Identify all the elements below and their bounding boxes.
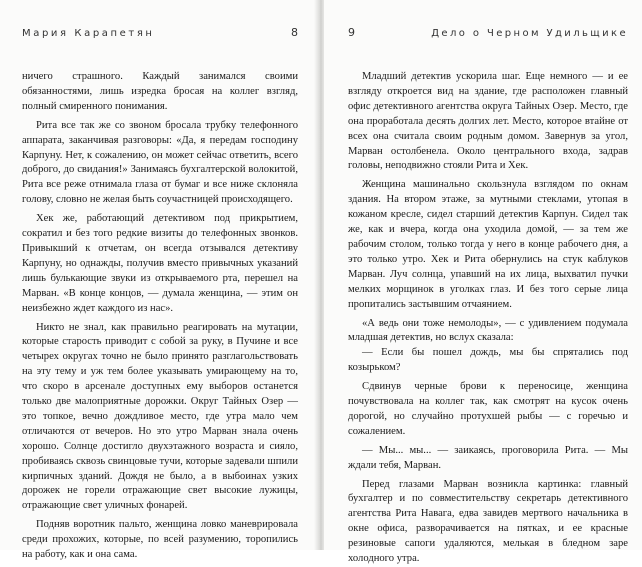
right-page-body: [348, 70, 628, 567]
left-page: [0, 0, 318, 561]
paragraph: — Мы... мы... — заикаясь, проговорила Рита. — Мы ждали тебя, Марван.: [348, 444, 628, 471]
left-page-header: [22, 26, 298, 40]
paragraph: Сдвинув черные брови к переносице, женщина почувствовала на коллег так, как смотрят на кусок очень дорогой, но случайно протухшей рыбы — с горечью и сожалением.: [348, 381, 628, 437]
paragraph: Подняв воротник пальто, женщина ловко маневрировала среди прохожих, которые, по всей разумению, торопились на работу, как и она сама.: [22, 519, 298, 561]
paragraph: Никто не знал, как правильно реагировать на мутации, которые старость приводит с собой за руку, в Пучине и все четырех округах точно не было принято разглагольствовать на эту тему и уж тем более указывать умирающему на то, что скоро в арсенале доступных ему выборов останется только две малоприятные дорожки. Округ Тайных Озер — это топкое, вечно дождливое место, где утра мало чем отличаются от вечеров. Но это утро Марван знала очень хорошо. Солнце достигло двухэтажного возраста и сияло, пробиваясь сквозь свинцовые тучи, которые задевали шпили кирпичных зданий. Дождя не было, а в выбоинах узких дорожек не горели отражающие свет высокие лужицы, отражающие свет уличных фонарей.: [22, 321, 298, 512]
running-head-title: Дело о Черном Удильщике: [431, 28, 628, 39]
paragraph: ничего страшного. Каждый занимался своими обязанностями, лишь изредка бросая на коллег взгляд, полный смиренного понимания.: [22, 71, 298, 112]
right-page-header: [348, 26, 628, 40]
running-head-author: Мария Карапетян: [22, 28, 155, 39]
left-page-body: [22, 70, 298, 563]
paragraph: Женщина машинально скользнула взглядом по окнам здания. На втором этаже, за мутными стеклами, утопая в кожаном кресле, сидел старший детектив Карпун. Сидел так же, как и вчера, когда она уходила домой, — за тем же рабочим столом, только тогда у него в конце рабочего дня, а это только утро. Хек и Рита обернулись на стук каблуков Марван. Луч солнца, упавший на их лица, выхватил пучки мелких морщинок в уголках глаз. И без того серые лица пропитались застывшим отчаянием.: [348, 179, 628, 310]
paragraph: Перед глазами Марван возникла картинка: главный бухгалтер и по совместительству секретарь детективного агентства Рита Навага, едва завидев мертвого начальника в окне офиса, разворачивается на пятках, и ее красные резиновые сапоги удаляются, мелькая в бледном заре холодного утра.: [348, 478, 628, 565]
paragraph: Младший детектив ускорила шаг. Еще немного — и ее взгляду откроется вид на здание, где расположен главный офис детективного агентства округа Тайных Озер. Место, где она проработала десять долгих лет. Место, которое втайне от всех она считала своим родным домом. Завернув за угол, Марван остолбенела. Около центрального входа, задрав головы, неподвижно стояли Рита и Хек.: [348, 71, 628, 172]
paragraph: Хек же, работающий детективом под прикрытием, сократил и без того редкие визиты до телефонных звонков. Привыкший к отчетам, он всегда отзывался детективу Карпуну, но однажды, получив вместо привычных указаний лишь булькающие звуки из открываемого рта, перешел на Марван. «В конце концов, — думала женщина, — этим он неизбежно ждет каждого из нас».: [22, 213, 298, 314]
paragraph: — Если бы пошел дождь, мы бы спрятались под козырьком?: [348, 347, 628, 374]
paragraph: «А ведь они тоже немолоды», — с удивлением подумала младшая детектив, но вслух сказала:: [348, 317, 628, 344]
right-page: [324, 0, 642, 565]
paragraph: Рита все так же со звоном бросала трубку телефонного аппарата, заканчивая разговоры: «Да, я передам господину Карпуну. Нет, к сожалению, он может сейчас ответить, всего доброго, до свидания!» Занимаясь бухгалтерской волокитой, Рита все реже отнимала глаза от бумаг и все ниже склоняла голову, словно не желая быть соучастницей происходящего.: [22, 119, 298, 206]
page-number-left: 8: [291, 26, 298, 39]
page-number-right: 9: [348, 26, 355, 39]
